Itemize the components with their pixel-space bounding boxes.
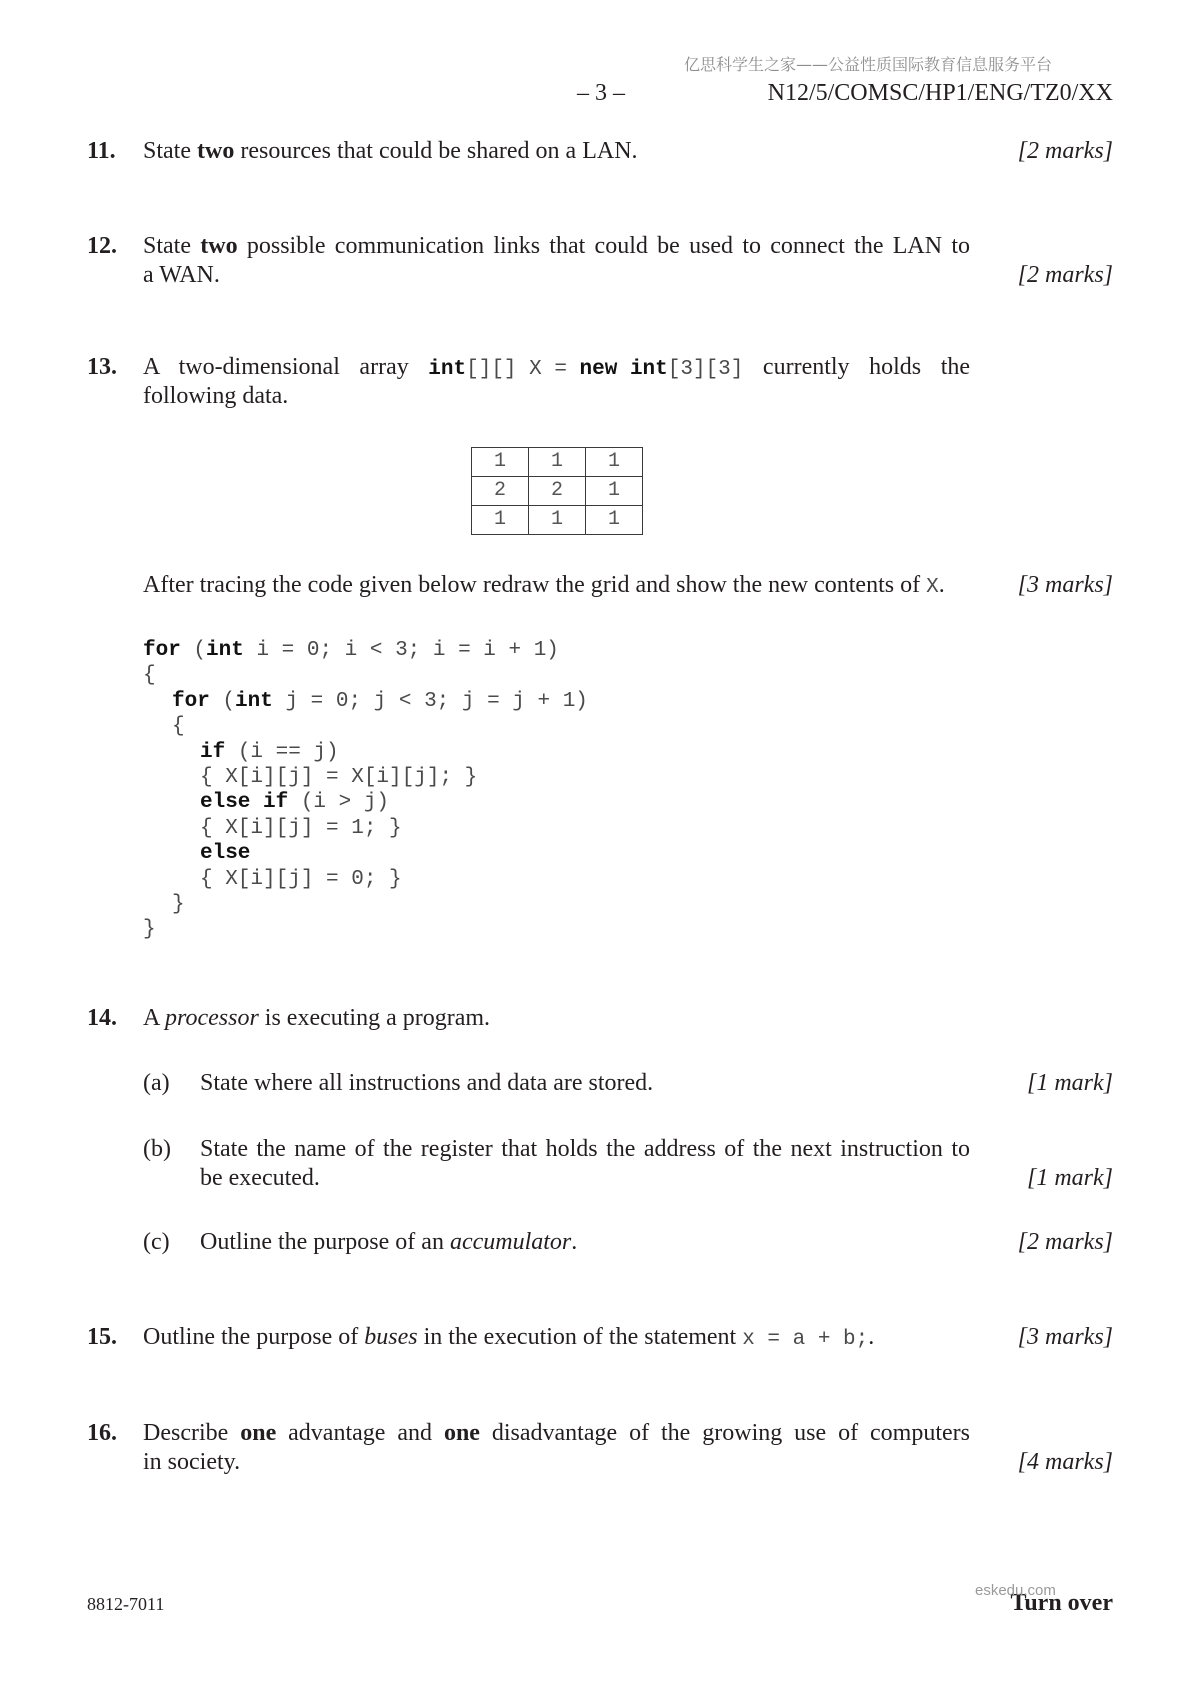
question-number: 11.: [87, 138, 116, 164]
code-text: }: [172, 892, 185, 916]
question-14b: [0, 1135, 1191, 1195]
text-run: A: [143, 1005, 166, 1031]
marks-label: [3 marks]: [1017, 1324, 1113, 1350]
code-keyword: int: [428, 358, 467, 381]
part-label: (a): [143, 1070, 170, 1096]
grid-cell: 1: [586, 506, 643, 535]
question-text-line: [143, 1004, 970, 1033]
code-keyword: else: [200, 842, 251, 866]
question-11: [0, 137, 1191, 197]
text-run: possible communication links that could be used to connect the LAN to: [237, 233, 970, 259]
code-text: {: [172, 715, 185, 739]
code-line: [143, 714, 588, 739]
part-text-line: State the name of the register that holds the address of the next instruction to: [200, 1136, 970, 1162]
part-text-line: [200, 1228, 970, 1257]
code-line: [143, 917, 588, 942]
part-text-line: be executed.: [200, 1165, 320, 1191]
question-text: [143, 1323, 970, 1352]
text-run: Outline the purpose of an: [200, 1229, 450, 1255]
code-block: [143, 638, 588, 943]
header-watermark: 亿思科学生之家——公益性质国际教育信息服务平台: [684, 55, 1053, 74]
code-text: (i == j): [225, 740, 339, 764]
question-16: [0, 1419, 1191, 1479]
code-text: j = 0; j < 3; j = j + 1): [272, 689, 588, 713]
grid-cell: 1: [472, 506, 529, 535]
text-run: .: [868, 1324, 875, 1350]
code-text: { X[i][j] = 1; }: [200, 816, 402, 840]
emphasis-italic: processor: [165, 1005, 259, 1031]
question-number: 14.: [87, 1005, 117, 1031]
question-number: 12.: [87, 233, 117, 259]
data-grid: [471, 447, 643, 535]
code-text: { X[i][j] = X[i][j]; }: [200, 765, 478, 789]
code-line: [143, 689, 588, 714]
question-text-line: [143, 1323, 970, 1352]
question-14c: [0, 1228, 1191, 1288]
text-run: State: [143, 233, 201, 259]
text-run: After tracing the code given below redraw the grid and show the new contents of: [143, 572, 927, 598]
question-13: [0, 353, 1191, 413]
text-run: Outline the purpose of: [143, 1324, 365, 1350]
code-line: [143, 892, 588, 917]
instruction-text: [143, 571, 970, 600]
array-declaration-code: [428, 355, 743, 384]
emphasis-italic: accumulator: [449, 1229, 572, 1255]
marks-label: [1 mark]: [1026, 1070, 1113, 1096]
code-line: [143, 816, 588, 841]
grid-row: [472, 506, 643, 535]
question-number: 15.: [87, 1324, 117, 1350]
turn-over-label: Turn over: [1010, 1590, 1113, 1616]
part-text: [200, 1228, 970, 1257]
grid-cell: 1: [529, 448, 586, 477]
question-14a: [0, 1069, 1191, 1129]
grid-cell: 2: [529, 477, 586, 506]
question-14: [0, 1004, 1191, 1064]
code-line: [143, 663, 588, 688]
text-run: A two-dimensional array: [143, 354, 429, 380]
question-text-line: in society.: [143, 1449, 241, 1475]
question-text-line: a WAN.: [143, 262, 220, 288]
emphasis-bold: one: [443, 1420, 480, 1446]
marks-label: [1 mark]: [1026, 1165, 1113, 1191]
question-text: [143, 1004, 970, 1033]
part-label: (b): [143, 1136, 171, 1162]
question-15: [0, 1323, 1191, 1383]
code-text: [3][3]: [667, 358, 744, 381]
text-run: disadvantage of the growing use of computers: [479, 1420, 970, 1446]
part-label: (c): [143, 1229, 170, 1255]
code-keyword: else if: [200, 791, 289, 815]
text-run: advantage and: [276, 1420, 444, 1446]
code-line: [143, 740, 588, 765]
grid-cell: 1: [529, 506, 586, 535]
code-text: (: [180, 639, 207, 662]
page-number: – 3 –: [577, 80, 625, 106]
text-run: in the execution of the statement: [417, 1324, 743, 1350]
question-text: [143, 353, 970, 411]
code-text: }: [143, 918, 156, 942]
emphasis-bold: one: [240, 1420, 277, 1446]
code-text: { X[i][j] = 0; }: [200, 867, 402, 891]
code-keyword: int: [235, 689, 273, 713]
question-text-line: [143, 1419, 970, 1448]
code-text: [][] X =: [466, 358, 580, 381]
code-keyword: for: [143, 639, 181, 662]
instruction-text-line: [143, 571, 970, 600]
code-line: [143, 841, 588, 866]
emphasis-bold: two: [200, 233, 238, 259]
question-text-line: [143, 353, 970, 382]
code-line: [143, 790, 588, 815]
grid-row: [472, 448, 643, 477]
marks-label: [3 marks]: [1017, 572, 1113, 598]
text-run: .: [571, 1229, 578, 1255]
question-text-line: following data.: [143, 383, 289, 409]
marks-label: [2 marks]: [1017, 138, 1113, 164]
code-line: [143, 638, 588, 663]
question-number: 16.: [87, 1420, 117, 1446]
text-run: .: [938, 572, 945, 598]
question-number: 13.: [87, 354, 117, 380]
grid-cell: 1: [586, 448, 643, 477]
code-text: i = 0; i < 3; i = i + 1): [243, 639, 559, 662]
code-line: [143, 867, 588, 892]
marks-label: [2 marks]: [1017, 1229, 1113, 1255]
grid-cell: 1: [472, 448, 529, 477]
code-keyword: for: [172, 689, 210, 713]
paper-code: N12/5/COMSC/HP1/ENG/TZ0/XX: [767, 80, 1113, 106]
marks-label: [4 marks]: [1017, 1449, 1113, 1475]
grid-row: [472, 477, 643, 506]
text-run: State: [143, 138, 197, 164]
text-run: is executing a program.: [258, 1005, 491, 1031]
text-run: resources that could be shared on a LAN.: [234, 138, 638, 164]
footer-paper-number: 8812-7011: [87, 1594, 165, 1614]
code-keyword: new int: [579, 358, 668, 381]
question-13-instruction: [0, 571, 1191, 631]
code-keyword: int: [206, 639, 244, 662]
footer-watermark: eskedu.com: [975, 1582, 1056, 1599]
inline-code: x = a + b;: [742, 1328, 869, 1351]
question-text-line: [143, 232, 970, 261]
grid-cell: 1: [586, 477, 643, 506]
code-line: [143, 765, 588, 790]
inline-code: X: [926, 576, 939, 599]
question-text: [143, 137, 970, 166]
text-run: Describe: [143, 1420, 241, 1446]
question-text: [143, 232, 970, 290]
part-text-line: State where all instructions and data are stored.: [200, 1070, 654, 1096]
text-run: currently holds the: [743, 354, 971, 380]
question-text: [143, 1419, 970, 1477]
question-text-line: [143, 137, 970, 166]
grid-cell: 2: [472, 477, 529, 506]
code-keyword: if: [200, 740, 226, 764]
emphasis-italic: buses: [364, 1324, 418, 1350]
part-text: [200, 1135, 970, 1193]
marks-label: [2 marks]: [1017, 262, 1113, 288]
question-12: [0, 232, 1191, 292]
code-text: (i > j): [288, 791, 390, 815]
code-text: (: [209, 689, 236, 713]
emphasis-bold: two: [197, 138, 235, 164]
code-text: {: [143, 664, 156, 688]
part-text: [200, 1069, 970, 1098]
